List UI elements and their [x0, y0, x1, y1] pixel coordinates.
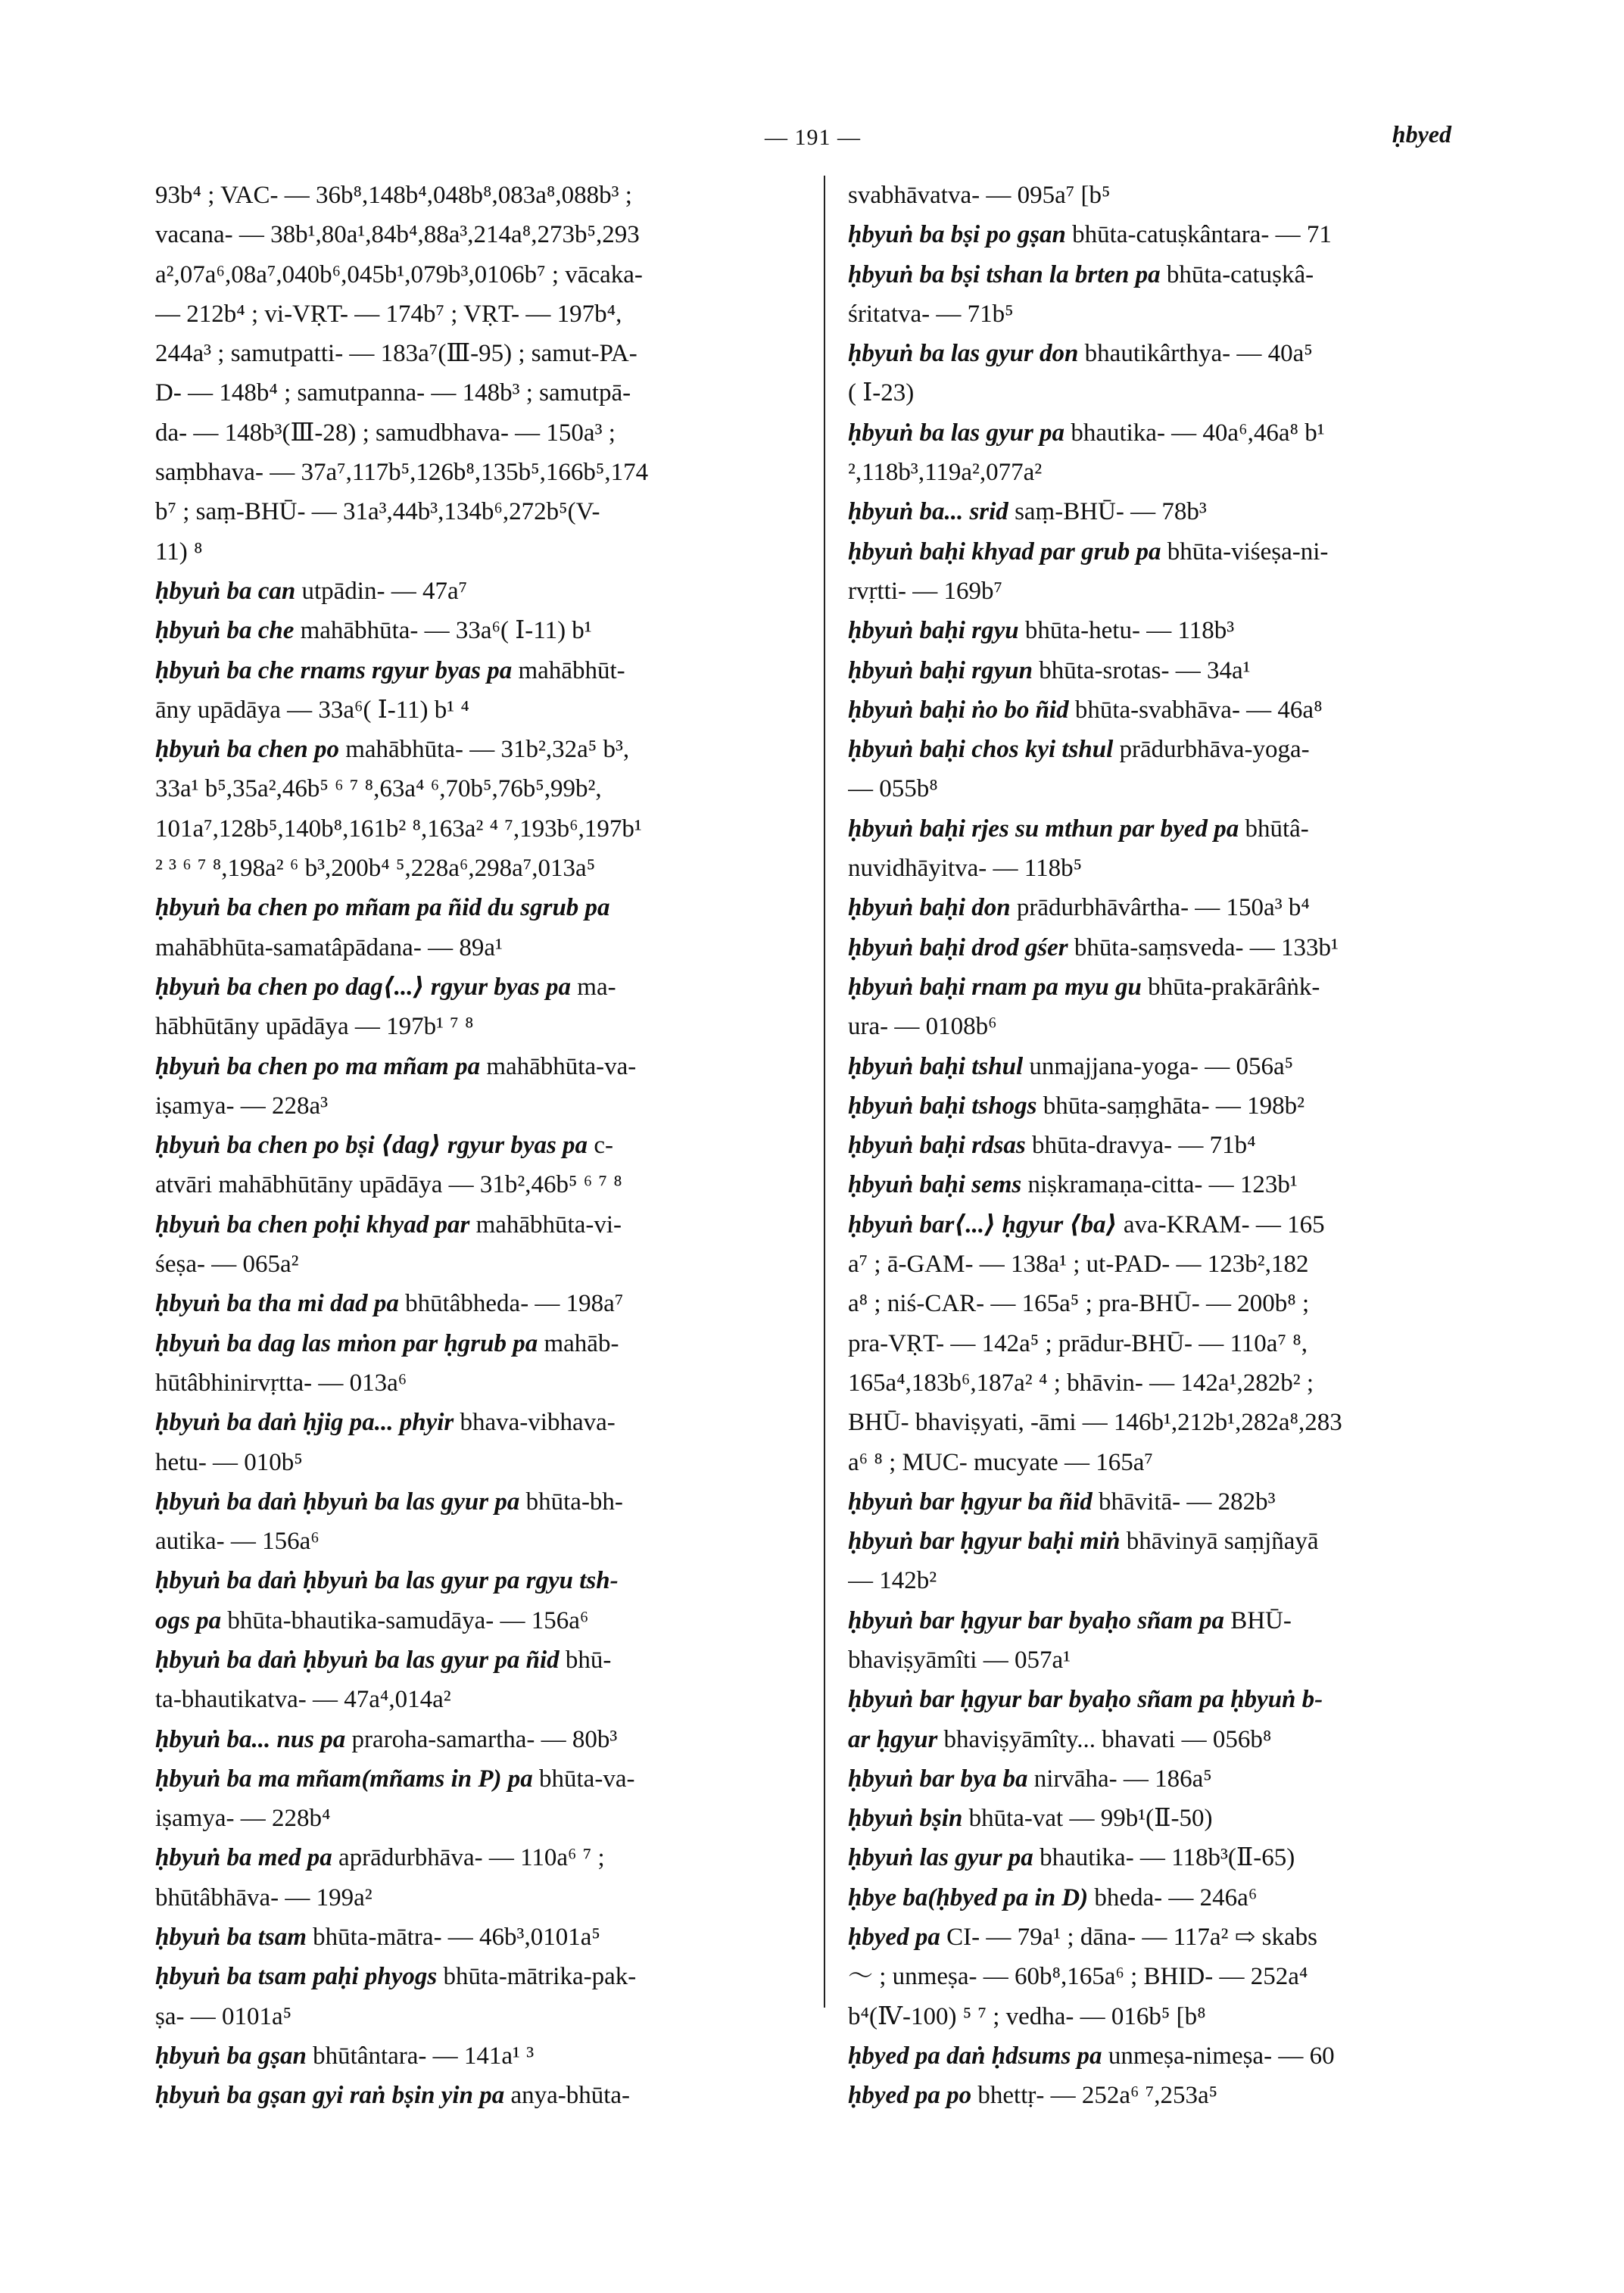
dictionary-line — [155, 2036, 799, 2076]
gloss-text: CI- — 79a¹ ; dāna- — 117a² ⇨ skabs — [946, 1924, 1317, 1952]
gloss-text: bhāvinyā saṃjñayā — [1126, 1528, 1319, 1556]
gloss-text: bhūta-va- — [539, 1765, 635, 1793]
headword: ḥbyuṅ baḥi chos kyi tshul — [848, 736, 1114, 764]
gloss-text: mahābhūta-vi- — [475, 1210, 622, 1238]
headword: ḥbyuṅ bar⟨...⟩ ḥgyur ⟨ba⟩ — [848, 1210, 1117, 1238]
gloss-text: mahābhūta-samatâpādana- — 89a¹ — [155, 933, 503, 961]
dictionary-line — [155, 1324, 799, 1363]
dictionary-line — [155, 967, 799, 1007]
gloss-text: hūtâbhinirvṛtta- — 013a⁶ — [155, 1369, 407, 1397]
headword: ḥbyuṅ las gyur pa — [848, 1844, 1033, 1872]
dictionary-line — [155, 1205, 799, 1245]
column-divider — [824, 176, 825, 2008]
dictionary-line — [848, 1324, 1476, 1363]
gloss-text: bhūta-catuṣkântara- — 71 — [1072, 221, 1332, 249]
dictionary-line — [155, 1482, 799, 1522]
headword: ḥbyuṅ baḥi tshul — [848, 1052, 1024, 1080]
gloss-text: praroha-samartha- — 80b³ — [351, 1725, 618, 1753]
gloss-text: aprādurbhāva- — 110a⁶ ⁷ ; — [338, 1844, 605, 1872]
headword: ḥbyuṅ ba chen po ma mñam pa — [155, 1052, 481, 1080]
dictionary-line — [848, 1957, 1476, 1996]
gloss-text: ～ ; unmeṣa- — 60b⁸,165a⁶ ; BHID- — 252a⁴ — [848, 1963, 1308, 1991]
dictionary-line — [155, 1720, 799, 1759]
headword: ḥbyuṅ bar ḥgyur bar byaḥo sñam pa — [848, 1606, 1224, 1634]
headword: ḥbyuṅ ba daṅ ḥbyuṅ ba las gyur pa ñid — [155, 1646, 560, 1674]
dictionary-line — [848, 1284, 1476, 1323]
dictionary-line — [155, 176, 799, 215]
gloss-text: bheda- — 246a⁶ — [1094, 1883, 1258, 1911]
gloss-text: 101a⁷,128b⁵,140b⁸,161b² ⁸,163a² ⁴ ⁷,193b⁶,197b¹ — [155, 815, 642, 843]
dictionary-line — [848, 1245, 1476, 1284]
dictionary-line — [155, 1165, 799, 1204]
dictionary-line — [155, 651, 799, 690]
headword: ḥbyuṅ ba bṣi po gṣan — [848, 221, 1066, 249]
headword: ḥbyuṅ ba ma mñam(mñams in P) pa — [155, 1765, 533, 1793]
gloss-text: hetu- — 010b⁵ — [155, 1448, 303, 1476]
headword: ḥbyuṅ baḥi sems — [848, 1171, 1022, 1199]
dictionary-line — [848, 1522, 1476, 1561]
dictionary-line — [848, 215, 1476, 254]
headword: ḥbyuṅ baḥi rjes su mthun par byed pa — [848, 815, 1239, 843]
gloss-text: ( Ⅰ-23) — [848, 379, 915, 407]
dictionary-line — [155, 1957, 799, 1996]
gloss-text: b⁴(Ⅳ-100) ⁵ ⁷ ; vedha- — 016b⁵ [b⁸ — [848, 2002, 1206, 2030]
dictionary-line — [848, 611, 1476, 650]
headword: ḥbye ba(ḥbyed pa in D) — [848, 1883, 1089, 1911]
dictionary-line — [848, 572, 1476, 611]
gloss-text: bhūta-saṃghāta- — 198b² — [1043, 1092, 1304, 1120]
dictionary-line — [848, 1165, 1476, 1204]
gloss-text: mahābhūta-va- — [486, 1052, 637, 1080]
dictionary-line — [848, 1997, 1476, 2036]
dictionary-line — [848, 1918, 1476, 1957]
headword: ḥbyuṅ ba chen po bṣi ⟨dag⟩ rgyur byas pa — [155, 1132, 588, 1160]
dictionary-line — [155, 809, 799, 849]
dictionary-line — [848, 888, 1476, 927]
gloss-text: da- — 148b³(Ⅲ-28) ; samudbhava- — 150a³ ; — [155, 419, 616, 447]
gloss-text: vacana- — 38b¹,80a¹,84b⁴,88a³,214a⁸,273b⁵,293 — [155, 221, 640, 249]
dictionary-line — [848, 1838, 1476, 1877]
gloss-text: bhūta-dravya- — 71b⁴ — [1032, 1132, 1256, 1160]
headword: ogs pa — [155, 1606, 222, 1634]
gloss-text: — 142b² — [848, 1567, 937, 1595]
dictionary-line — [848, 1363, 1476, 1403]
dictionary-line — [848, 413, 1476, 453]
dictionary-line — [848, 1640, 1476, 1680]
right-column — [848, 176, 1476, 2116]
gloss-text: bhūta-catuṣkâ- — [1166, 260, 1314, 288]
gloss-text: pra-VṚT- — 142a⁵ ; prādur-BHŪ- — 110a⁷ ⁸, — [848, 1329, 1308, 1357]
dictionary-line — [848, 1205, 1476, 1245]
headword: ḥbyuṅ ba chen poḥi khyad par — [155, 1210, 470, 1238]
gloss-text: saṃ-BHŪ- — 78b³ — [1015, 498, 1207, 526]
gloss-text: bhūta-mātrika-pak- — [443, 1963, 637, 1991]
gloss-text: bhāvitā- — 282b³ — [1099, 1488, 1276, 1516]
gloss-text: a⁶ ⁸ ; MUC- mucyate — 165a⁷ — [848, 1448, 1153, 1476]
gloss-text: bhūta-srotas- — 34a¹ — [1039, 656, 1251, 684]
gloss-text: ta-bhautikatva- — 47a⁴,014a² — [155, 1686, 451, 1714]
dictionary-line — [848, 651, 1476, 690]
page-header — [0, 117, 1624, 163]
headword: ḥbyuṅ ba tsam paḥi phyogs — [155, 1963, 438, 1991]
gloss-text: āny upādāya — 33a⁶( Ⅰ-11) b¹ ⁴ — [155, 696, 469, 724]
dictionary-line — [155, 2076, 799, 2115]
dictionary-line — [848, 849, 1476, 888]
gloss-text: ²,118b³,119a²,077a² — [848, 459, 1043, 487]
gloss-text: atvāri mahābhūtāny upādāya — 31b²,46b⁵ ⁶ ⁷ ⁸ — [155, 1171, 622, 1199]
dictionary-line — [155, 888, 799, 927]
gloss-text: bhūta-saṃsveda- — 133b¹ — [1074, 933, 1339, 961]
gloss-text: bhaviṣyāmîti — 057a¹ — [848, 1646, 1071, 1674]
gloss-text: bhūta-svabhāva- — 46a⁸ — [1074, 696, 1323, 724]
dictionary-line — [155, 453, 799, 492]
gloss-text: śritatva- — 71b⁵ — [848, 300, 1014, 328]
dictionary-line — [848, 492, 1476, 531]
gloss-text: b⁷ ; saṃ-BHŪ- — 31a³,44b³,134b⁶,272b⁵(V- — [155, 498, 600, 526]
headword: ḥbyuṅ bar ḥgyur ba ñid — [848, 1488, 1093, 1516]
page-number: — 191 — — [765, 125, 861, 150]
gloss-text: niṣkramaṇa-citta- — 123b¹ — [1027, 1171, 1298, 1199]
gloss-text: svabhāvatva- — 095a⁷ [b⁵ — [848, 182, 1111, 209]
dictionary-line — [848, 769, 1476, 808]
dictionary-line — [848, 176, 1476, 215]
dictionary-line — [848, 730, 1476, 769]
headword: ḥbyuṅ baḥi don — [848, 894, 1011, 922]
gloss-text: bhūta-mātra- — 46b³,0101a⁵ — [313, 1924, 600, 1952]
gloss-text: bhūta-hetu- — 118b³ — [1024, 617, 1235, 645]
gloss-text: ² ³ ⁶ ⁷ ⁸,198a² ⁶ b³,200b⁴ ⁵,228a⁶,298a⁷,013a⁵ — [155, 855, 596, 883]
headword: ḥbyuṅ ba las gyur pa — [848, 419, 1065, 447]
dictionary-line — [848, 373, 1476, 413]
dictionary-line — [848, 1047, 1476, 1086]
headword: ḥbyuṅ baḥi rgyu — [848, 617, 1019, 645]
dictionary-line — [848, 1601, 1476, 1640]
headword: ḥbyuṅ ba... srid — [848, 498, 1008, 526]
dictionary-line — [155, 1878, 799, 1918]
dictionary-line — [848, 1482, 1476, 1522]
dictionary-line — [155, 1086, 799, 1126]
dictionary-line — [848, 967, 1476, 1007]
headword: ḥbyuṅ ba chen po — [155, 736, 339, 764]
gloss-text: bhautikârthya- — 40a⁵ — [1084, 340, 1313, 368]
dictionary-line — [155, 1997, 799, 2036]
gloss-text: 165a⁴,183b⁶,187a² ⁴ ; bhāvin- — 142a¹,282b² ; — [848, 1369, 1314, 1397]
gloss-text: bhūta-viśeṣa-ni- — [1167, 537, 1329, 565]
dictionary-line — [155, 1759, 799, 1799]
gloss-text: bhettṛ- — 252a⁶ ⁷,253a⁵ — [977, 2082, 1218, 2110]
gloss-text: 244a³ ; samutpatti- — 183a⁷(Ⅲ-95) ; samut-PA- — [155, 340, 637, 368]
dictionary-line — [848, 1680, 1476, 1719]
gloss-text: prādurbhāvârtha- — 150a³ b⁴ — [1016, 894, 1310, 922]
headword: ḥbyuṅ ba can — [155, 577, 296, 605]
dictionary-line — [848, 1007, 1476, 1046]
headword: ḥbyuṅ baḥi tshogs — [848, 1092, 1037, 1120]
gloss-text: utpādin- — 47a⁷ — [301, 577, 468, 605]
gloss-text: 33a¹ b⁵,35a²,46b⁵ ⁶ ⁷ ⁸,63a⁴ ⁶,70b⁵,76b⁵,99b², — [155, 775, 602, 803]
gloss-text: — 055b⁸ — [848, 775, 938, 803]
dictionary-line — [155, 690, 799, 730]
gloss-text: ava-KRAM- — 165 — [1123, 1210, 1325, 1238]
dictionary-line — [155, 928, 799, 967]
dictionary-line — [155, 1680, 799, 1719]
headword: ḥbyuṅ ba che rnams rgyur byas pa — [155, 656, 513, 684]
dictionary-line — [155, 1918, 799, 1957]
gloss-text: ma- — [577, 973, 616, 1001]
headword: ḥbyuṅ ba bṣi tshan la brten pa — [848, 260, 1161, 288]
dictionary-line — [155, 1007, 799, 1046]
headword: ḥbyuṅ bar ḥgyur baḥi miṅ — [848, 1528, 1121, 1556]
dictionary-line — [155, 1363, 799, 1403]
gloss-text: 93b⁴ ; VAC- — 36b⁸,148b⁴,048b⁸,083a⁸,088b³ ; — [155, 182, 632, 209]
headword: ḥbyuṅ ba daṅ ḥbyuṅ ba las gyur pa rgyu tsh- — [155, 1567, 619, 1595]
gloss-text: c- — [594, 1132, 613, 1160]
dictionary-line — [848, 255, 1476, 294]
dictionary-line — [155, 373, 799, 413]
gloss-text: bhūtâbhāva- — 199a² — [155, 1883, 372, 1911]
dictionary-line — [155, 1601, 799, 1640]
gloss-text: bhūta-bh- — [525, 1488, 623, 1516]
gloss-text: bhautika- — 118b³(Ⅱ-65) — [1040, 1844, 1295, 1872]
dictionary-line — [848, 809, 1476, 849]
headword: ḥbyuṅ ba daṅ ḥbyuṅ ba las gyur pa — [155, 1488, 520, 1516]
headword: ḥbyed pa daṅ ḥdsums pa — [848, 2042, 1102, 2070]
gloss-text: rvṛtti- — 169b⁷ — [848, 577, 1002, 605]
headword: ḥbyuṅ ba gṣan gyi raṅ bṣin yin pa — [155, 2082, 505, 2110]
gloss-text: mahāb- — [544, 1329, 619, 1357]
dictionary-line — [155, 215, 799, 254]
dictionary-line — [848, 294, 1476, 334]
headword: ḥbyuṅ bar ḥgyur bar byaḥo sñam pa ḥbyuṅ b- — [848, 1686, 1323, 1714]
gloss-text: iṣamya- — 228b⁴ — [155, 1805, 331, 1833]
gloss-text: mahābhūta- — 33a⁶( Ⅰ-11) b¹ — [300, 617, 592, 645]
dictionary-line — [155, 532, 799, 572]
dictionary-line — [848, 1878, 1476, 1918]
gloss-text: BHŪ- bhaviṣyati, -āmi — 146b¹,212b¹,282a⁸,283 — [848, 1409, 1342, 1437]
dictionary-line — [155, 1838, 799, 1877]
dictionary-line — [155, 1522, 799, 1561]
dictionary-line — [155, 1561, 799, 1600]
headword: ḥbyed pa po — [848, 2082, 972, 2110]
gloss-text: bhūtâ- — [1245, 815, 1309, 843]
dictionary-line — [155, 255, 799, 294]
dictionary-line — [155, 492, 799, 531]
dictionary-line — [155, 413, 799, 453]
headword: ḥbyuṅ ba tsam — [155, 1924, 307, 1952]
dictionary-line — [848, 1443, 1476, 1482]
gloss-text: bhūta-prakārâṅk- — [1148, 973, 1320, 1001]
gloss-text: ura- — 0108b⁶ — [848, 1013, 997, 1041]
headword: ḥbyuṅ baḥi khyad par grub pa — [848, 537, 1161, 565]
gloss-text: anya-bhūta- — [510, 2082, 631, 2110]
gloss-text: bhava-vibhava- — [460, 1409, 616, 1437]
dictionary-line — [155, 572, 799, 611]
gloss-text: ṣa- — 0101a⁵ — [155, 2002, 292, 2030]
headword: ḥbyuṅ ba tha mi dad pa — [155, 1290, 399, 1318]
dictionary-line — [848, 1126, 1476, 1165]
headword: ḥbyuṅ ba las gyur don — [848, 340, 1079, 368]
headword: ḥbyuṅ ba chen po mñam pa ñid du sgrub pa — [155, 894, 610, 922]
gloss-text: unmeṣa-nimeṣa- — 60 — [1108, 2042, 1335, 2070]
dictionary-line — [155, 1403, 799, 1442]
gloss-text: BHŪ- — [1230, 1606, 1292, 1634]
dictionary-line — [155, 730, 799, 769]
headword: ḥbyuṅ ba che — [155, 617, 295, 645]
dictionary-line — [155, 334, 799, 373]
gloss-text: — 212b⁴ ; vi-VṚT- — 174b⁷ ; VṚT- — 197b⁴, — [155, 300, 622, 328]
gloss-text: a²,07a⁶,08a⁷,040b⁶,045b¹,079b³,0106b⁷ ; vācaka- — [155, 260, 643, 288]
dictionary-line — [848, 334, 1476, 373]
headword: ḥbyuṅ ba gṣan — [155, 2042, 307, 2070]
left-column — [155, 176, 799, 2116]
headword: ḥbyuṅ ba dag las mṅon par ḥgrub pa — [155, 1329, 538, 1357]
gloss-text: mahābhūta- — 31b²,32a⁵ b³, — [345, 736, 630, 764]
gloss-text: nuvidhāyitva- — 118b⁵ — [848, 855, 1083, 883]
gloss-text: iṣamya- — 228a³ — [155, 1092, 329, 1120]
gloss-text: hābhūtāny upādāya — 197b¹ ⁷ ⁸ — [155, 1013, 474, 1041]
gloss-text: bhautika- — 40a⁶,46a⁸ b¹ — [1071, 419, 1325, 447]
headword: ḥbyuṅ bar bya ba — [848, 1765, 1028, 1793]
headword: ḥbyed pa — [848, 1924, 940, 1952]
gloss-text: nirvāha- — 186a⁵ — [1033, 1765, 1212, 1793]
gloss-text: D- — 148b⁴ ; samutpanna- — 148b³ ; samutpā- — [155, 379, 631, 407]
headword: ḥbyuṅ ba... nus pa — [155, 1725, 346, 1753]
dictionary-line — [848, 453, 1476, 492]
dictionary-line — [155, 1443, 799, 1482]
dictionary-line — [155, 294, 799, 334]
headword: ḥbyuṅ baḥi rgyun — [848, 656, 1033, 684]
headword: ḥbyuṅ baḥi rdsas — [848, 1132, 1026, 1160]
gloss-text: bhūtâbheda- — 198a⁷ — [405, 1290, 624, 1318]
dictionary-line — [155, 1284, 799, 1323]
gloss-text: a⁸ ; niś-CAR- — 165a⁵ ; pra-BHŪ- — 200b⁸ ; — [848, 1290, 1310, 1318]
running-head: ḥbyed — [1392, 120, 1451, 148]
dictionary-line — [155, 1640, 799, 1680]
headword: ḥbyuṅ ba chen po dag⟨...⟩ rgyur byas pa — [155, 973, 572, 1001]
gloss-text: bhūtântara- — 141a¹ ³ — [313, 2042, 535, 2070]
gloss-text: autika- — 156a⁶ — [155, 1528, 320, 1556]
dictionary-line — [848, 690, 1476, 730]
dictionary-line — [848, 1759, 1476, 1799]
gloss-text: 11) ⁸ — [155, 537, 203, 565]
gloss-text: śeṣa- — 065a² — [155, 1251, 299, 1279]
gloss-text: bhūta-bhautika-samudāya- — 156a⁶ — [227, 1606, 589, 1634]
gloss-text: saṃbhava- — 37a⁷,117b⁵,126b⁸,135b⁵,166b⁵,174 — [155, 459, 649, 487]
dictionary-line — [155, 1799, 799, 1838]
dictionary-line — [848, 1720, 1476, 1759]
gloss-text: prādurbhāva-yoga- — [1119, 736, 1310, 764]
gloss-text: a⁷ ; ā-GAM- — 138a¹ ; ut-PAD- — 123b²,182 — [848, 1251, 1309, 1279]
dictionary-line — [848, 1561, 1476, 1600]
dictionary-line — [848, 1086, 1476, 1126]
headword: ḥbyuṅ baḥi drod gśer — [848, 933, 1068, 961]
dictionary-line — [848, 2036, 1476, 2076]
gloss-text: mahābhūt- — [518, 656, 625, 684]
dictionary-line — [155, 1245, 799, 1284]
headword: ḥbyuṅ bṣin — [848, 1805, 963, 1833]
dictionary-line — [155, 1126, 799, 1165]
headword: ḥbyuṅ ba med pa — [155, 1844, 332, 1872]
dictionary-line — [848, 928, 1476, 967]
headword: ḥbyuṅ baḥi rnam pa myu gu — [848, 973, 1142, 1001]
dictionary-line — [848, 1403, 1476, 1442]
headword: ar ḥgyur — [848, 1725, 938, 1753]
headword: ḥbyuṅ baḥi ṅo bo ñid — [848, 696, 1069, 724]
dictionary-line — [848, 1799, 1476, 1838]
dictionary-line — [155, 1047, 799, 1086]
gloss-text: unmajjana-yoga- — 056a⁵ — [1029, 1052, 1294, 1080]
dictionary-line — [155, 769, 799, 808]
headword: ḥbyuṅ ba daṅ ḥjig pa... phyir — [155, 1409, 454, 1437]
dictionary-line — [848, 532, 1476, 572]
gloss-text: bhaviṣyāmîty... bhavati — 056b⁸ — [943, 1725, 1272, 1753]
gloss-text: bhū- — [565, 1646, 612, 1674]
gloss-text: bhūta-vat — 99b¹(Ⅱ-50) — [968, 1805, 1213, 1833]
dictionary-line — [155, 611, 799, 650]
dictionary-line — [155, 849, 799, 888]
dictionary-line — [848, 2076, 1476, 2115]
